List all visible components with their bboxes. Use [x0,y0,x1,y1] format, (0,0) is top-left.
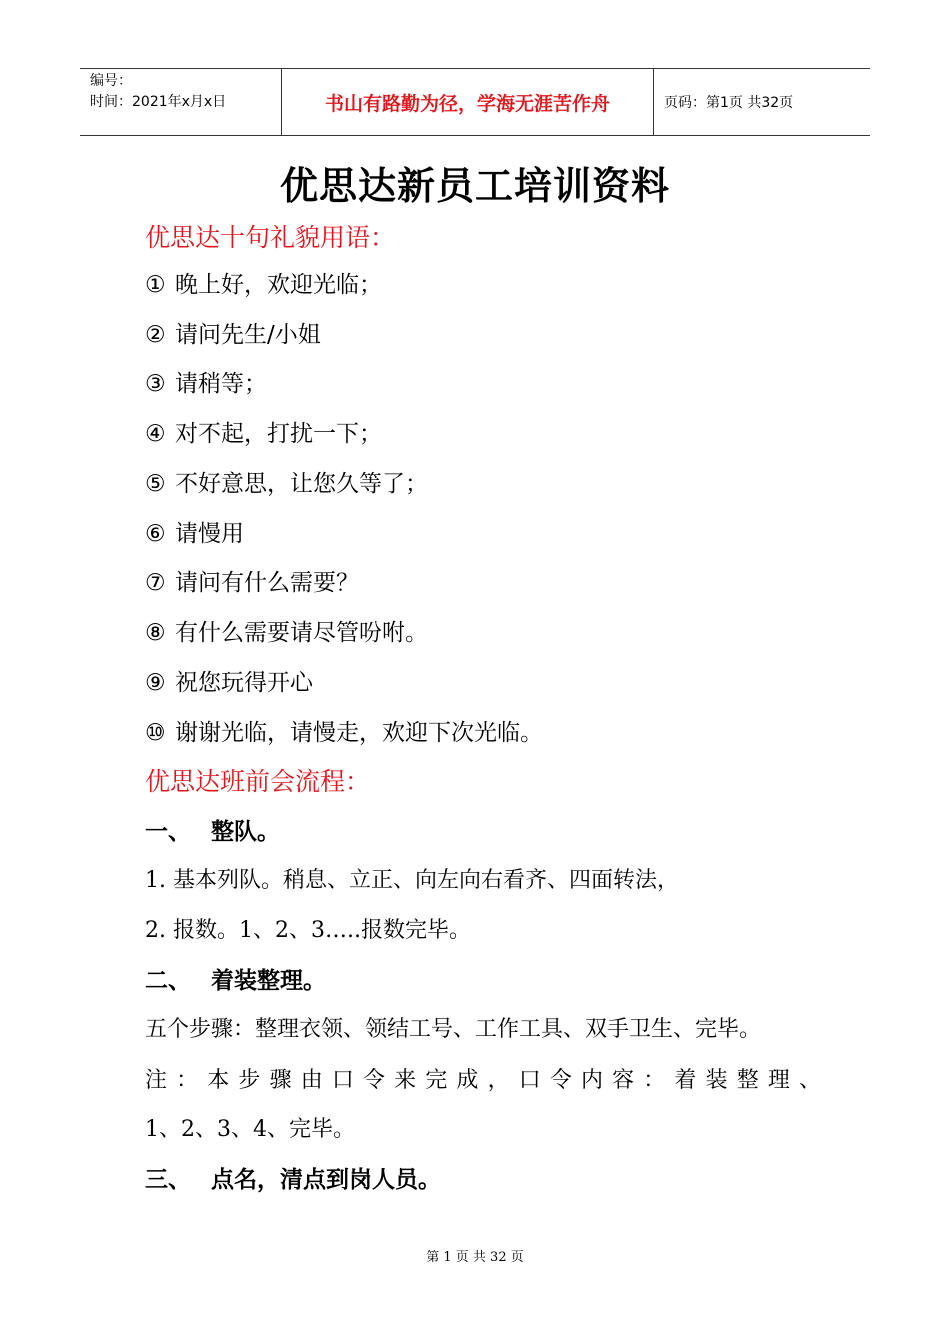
header-page-info: 页码：第1页 共32页 [664,95,794,111]
phrase-item [145,418,382,450]
phrase-text: 不好意思，让您久等了； [175,471,428,497]
phrase-number: ① [145,272,166,298]
step-title: 整队。 [211,819,280,845]
meeting-heading: 优思达班前会流程： [145,767,371,796]
phrase-text: 晚上好，欢迎光临； [175,272,382,298]
phrase-number: ⑧ [145,620,166,646]
phrase-number: ⑥ [145,521,166,547]
phrase-item [145,319,321,351]
phrases-heading: 优思达十句礼貌用语： [145,223,396,252]
step-line: 五个步骤：整理衣领、领结工号、工作工具、双手卫生、完毕。 [145,1017,762,1042]
phrase-text: 请稍等； [175,371,267,397]
step-number: 二、 [145,968,191,994]
phrase-item [145,667,313,699]
step-line: 2. 报数。1、2、3…..报数完毕。 [145,918,471,943]
phrase-text: 有什么需要请尽管吩咐。 [175,620,428,646]
phrase-text: 请慢用 [175,521,244,547]
phrase-number: ⑤ [145,471,166,497]
phrase-item [145,468,428,500]
step-heading [145,1164,441,1196]
phrase-number: ④ [145,421,166,447]
phrase-item [145,368,267,400]
phrase-text: 谢谢光临，请慢走，欢迎下次光临。 [175,720,543,746]
phrase-text: 对不起，打扰一下； [175,421,382,447]
step-line: 1. 基本列队。稍息、立正、向左向右看齐、四面转法， [145,868,679,893]
phrase-number: ⑩ [145,720,166,746]
phrase-item [145,518,244,550]
phrase-item [145,269,382,301]
phrase-number: ⑦ [145,570,166,596]
phrase-number: ② [145,322,166,348]
page-header [80,68,870,136]
phrase-text: 请问先生/小姐 [175,322,321,348]
phrase-item [145,617,428,649]
phrase-item [145,717,543,749]
step-heading [145,965,326,997]
step-number: 三、 [145,1167,191,1193]
time-label: 时间：2021年x月x日 [90,94,227,110]
header-meta [80,69,282,135]
step-heading [145,816,280,848]
phrase-text: 请问有什么需要？ [175,570,359,596]
document-title: 优思达新员工培训资料 [279,164,670,208]
phrase-number: ③ [145,371,166,397]
phrase-item [145,567,359,599]
step-number: 一、 [145,819,191,845]
header-motto: 书山有路勤为径，学海无涯苦作舟 [282,69,654,135]
step-line-justified: 注：本步骤由口令来完成，口令内容：着装整理、 [145,1068,821,1093]
number-label: 编号： [90,73,132,89]
step-title: 着装整理。 [211,968,326,994]
step-line: 1、2、3、4、完毕。 [145,1117,355,1142]
page-footer: 第 1 页 共 32 页 [426,1250,524,1265]
phrase-number: ⑨ [145,670,166,696]
step-title: 点名，清点到岗人员。 [211,1167,441,1193]
phrase-text: 祝您玩得开心 [175,670,313,696]
